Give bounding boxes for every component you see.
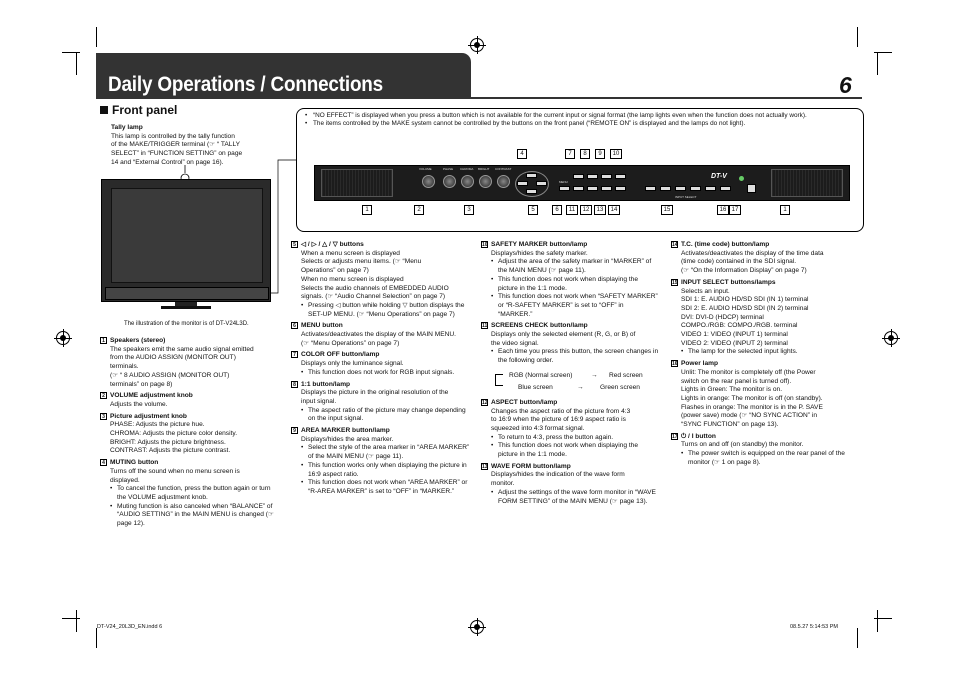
item-line: Displays/hides the safety marker. <box>491 249 588 257</box>
item-line: Activates/deactivates the display of the MAIN MENU. <box>301 331 457 339</box>
item-title <box>671 360 857 369</box>
monitor-control-panel <box>105 287 269 300</box>
callout-4: 4 <box>517 149 527 159</box>
area-marker-button[interactable] <box>601 174 612 179</box>
item-2 <box>100 392 278 409</box>
crop-mark <box>857 628 858 648</box>
item-8 <box>291 381 473 425</box>
item-title-text: Speakers (stereo) <box>110 337 166 344</box>
callout-12: 12 <box>580 205 592 215</box>
item-line: Displays only the luminance signal. <box>301 360 404 368</box>
tally-text <box>111 133 276 168</box>
callout-8: 8 <box>580 149 590 159</box>
item-line: Displays the picture in the original resolution of the <box>301 389 449 397</box>
crop-mark <box>76 610 77 632</box>
item-line: Displays/hides the indication of the wave form <box>491 471 625 479</box>
item-number: 8 <box>291 381 298 388</box>
footer-file-name: DT-V24_20L3D_EN.indd 6 <box>97 624 163 630</box>
power-lamp <box>739 176 744 181</box>
note-item: • The items controlled by the MAKE system cannot be controlled by the buttons on the front panel (“REMOTE ON” is displayed and the lamps do not light). <box>303 120 853 128</box>
item-line: Flashes in orange: The monitor is in the P. SAVE <box>681 403 823 411</box>
item-line: PHASE: Adjusts the picture hue. <box>110 421 205 429</box>
item-5 <box>291 241 473 319</box>
item-6 <box>291 322 473 348</box>
right-arrow-button[interactable] <box>536 181 547 186</box>
crop-mark <box>857 27 858 47</box>
item-number: 12 <box>482 399 488 406</box>
item-line: Lights in orange: The monitor is off (on standby). <box>681 394 823 402</box>
registration-mark-icon <box>56 331 70 345</box>
item-line: Operations” on page 7) <box>301 267 369 275</box>
item-title <box>291 427 473 436</box>
item-line: Displays only the selected element (R, G, or B) of <box>491 331 636 339</box>
tally-line: SELECT” in “FUNCTION SETTING” on page <box>111 150 243 158</box>
item-bullet: • Adjust the settings of the wave form monitor in “WAVE FORM SETTING” of the MAIN MENU (☞ page 13). <box>481 489 659 506</box>
callout-9: 9 <box>595 149 605 159</box>
callout-2: 2 <box>414 205 424 215</box>
brand-logo: DT-V <box>711 173 727 180</box>
phase-knob[interactable] <box>443 175 456 188</box>
item-number: 15 <box>672 279 678 286</box>
item-title <box>671 433 857 442</box>
column-4 <box>671 241 857 471</box>
callout-7: 7 <box>565 149 575 159</box>
item-title <box>100 413 278 422</box>
item-bullet: • To return to 4:3, press the button again. <box>481 434 659 443</box>
item-line: signals. (☞ “Audio Channel Selection” on page 7) <box>301 293 446 301</box>
cycle-green: Green screen <box>600 383 640 391</box>
item-line: terminals” on page 8) <box>110 380 173 388</box>
item-line: Lights in Green: The monitor is on. <box>681 386 783 394</box>
item-line: squeezed into 4:3 format signal. <box>491 424 585 432</box>
bright-knob[interactable] <box>479 175 492 188</box>
item-1 <box>100 337 278 389</box>
item-bullet: • This function does not work when displaying the picture in the 1:1 mode. <box>481 276 659 293</box>
item-line: Unlit: The monitor is completely off (the Power <box>681 368 816 376</box>
item-number: 3 <box>100 413 107 420</box>
item-title-text: SAFETY MARKER button/lamp <box>491 241 588 248</box>
monitor-illustration <box>101 179 271 311</box>
cycle-arrow: → <box>577 383 584 391</box>
note-item: • “NO EFFECT” is displayed when you press a button which is not available for the current input or signal format (the lamp lights even when the function does not actually work). <box>303 112 853 120</box>
item-title <box>100 459 278 468</box>
item-title-text: VOLUME adjustment knob <box>110 392 193 400</box>
item-line: (☞ “Menu Operations” on page 7) <box>301 339 400 347</box>
item-15 <box>671 279 857 357</box>
callout-1: 1 <box>362 205 372 215</box>
item-line: When no menu screen is displayed <box>301 275 404 283</box>
item-bullet: • Pressing ◁ button while holding ▽ button displays the SET-UP MENU. (☞ “Menu Operations” on page 7) <box>291 302 473 319</box>
callout-11: 11 <box>566 205 578 215</box>
item-line: (power save) mode (☞ “NO SYNC ACTION” in <box>681 412 817 420</box>
safety-marker-button[interactable] <box>615 174 626 179</box>
item-number: 11 <box>482 323 488 330</box>
item-4 <box>100 459 278 529</box>
illustration-caption: The illustration of the monitor is of DT-V24L3D. <box>124 321 249 327</box>
item-title-text: ⏻ / I button <box>681 432 716 440</box>
item-line: monitor. <box>491 480 515 488</box>
column-2 <box>291 241 473 500</box>
item-line: Adjusts the volume. <box>110 400 168 408</box>
item-title-text: INPUT SELECT buttons/lamps <box>681 278 776 286</box>
item-title <box>291 351 473 360</box>
item-title <box>671 241 857 250</box>
power-button[interactable] <box>747 184 756 193</box>
header-rule <box>96 97 862 99</box>
crop-mark <box>874 618 892 619</box>
up-arrow-button[interactable] <box>526 173 537 178</box>
monitor-base <box>161 306 211 309</box>
item-line: The speakers emit the same audio signal emitted <box>110 345 254 353</box>
title-bar <box>96 53 471 98</box>
input-select-label: INPUT SELECT <box>675 195 697 199</box>
item-line: Activates/deactivates the display of the time data <box>681 249 824 257</box>
item-title-text: MENU button <box>301 322 343 330</box>
item-number: 2 <box>100 392 107 399</box>
item-title <box>671 279 857 288</box>
section-heading <box>100 103 177 119</box>
item-number: 17 <box>672 433 678 440</box>
item-title-text: COLOR OFF button/lamp <box>301 351 380 359</box>
item-title-text: ◁ / ▷ / △ / ▽ buttons <box>301 241 364 248</box>
notes-list <box>303 112 853 129</box>
crop-mark <box>62 618 80 619</box>
item-line: Selects the audio channels of EMBEDDED AUDIO <box>301 284 449 292</box>
left-arrow-button[interactable] <box>517 181 528 186</box>
front-panel-illustration <box>314 165 850 201</box>
item-title <box>291 322 473 331</box>
down-arrow-button[interactable] <box>526 189 537 194</box>
item-title-text: Power lamp <box>681 360 719 368</box>
monitor-screen <box>111 188 263 283</box>
knob-label: PHASE <box>443 167 454 171</box>
item-11 <box>481 322 659 366</box>
chroma-knob[interactable] <box>461 175 474 188</box>
item-number: 7 <box>291 351 298 358</box>
item-title-text: AREA MARKER button/lamp <box>301 427 390 435</box>
item-number: 5 <box>291 241 298 248</box>
item-bullet: • The aspect ratio of the picture may change depending on the input signal. <box>291 407 473 424</box>
item-line: (☞ “On the Information Display” on page 7) <box>681 267 807 275</box>
item-title-text: WAVE FORM button/lamp <box>491 462 571 470</box>
item-16 <box>671 360 857 430</box>
item-bullet: • This function does not work when “AREA MARKER” or “R-AREA MARKER” is set to “OFF” in “MARKER.” <box>291 479 473 496</box>
item-number: 9 <box>291 427 298 434</box>
item-line: to 16:9 when the picture of 16:9 aspect ratio is <box>491 416 626 424</box>
item-line: Turns off the sound when no menu screen is <box>110 467 240 475</box>
item-title-text: T.C. (time code) button/lamp <box>681 241 770 248</box>
callout-17: 17 <box>729 205 741 215</box>
item-number: 16 <box>672 361 678 368</box>
input-dvi-button[interactable] <box>675 186 686 191</box>
item-number: 4 <box>100 459 107 466</box>
knob-label: CONTRAST <box>495 167 512 171</box>
input-sdi1-button[interactable] <box>645 186 656 191</box>
screen-cycle-diagram <box>491 369 659 395</box>
wave-form-button[interactable] <box>601 186 612 191</box>
input-compo-rgb-button[interactable] <box>690 186 701 191</box>
item-3 <box>100 413 278 457</box>
speaker-right <box>771 169 843 197</box>
monitor-frame <box>101 179 271 302</box>
column-1 <box>100 337 278 532</box>
item-line: input signal. <box>301 397 337 405</box>
item-number: 10 <box>482 242 488 248</box>
knob-label: VOLUME <box>419 167 432 171</box>
item-number: 14 <box>672 242 678 248</box>
section-title: Front panel <box>112 103 178 117</box>
item-bullet: • This function does not work when displaying the picture in the 1:1 mode. <box>481 442 659 459</box>
item-title <box>100 337 278 346</box>
speaker-left <box>321 169 393 197</box>
item-title <box>481 241 659 250</box>
item-line: Selects or adjusts menu items. (☞ “Menu <box>301 258 422 266</box>
item-line: from the AUDIO ASSIGN (MONITOR OUT) <box>110 354 236 362</box>
item-line: BRIGHT: Adjusts the picture brightness. <box>110 438 226 446</box>
item-9 <box>291 427 473 497</box>
item-line: (time code) contained in the SDI signal. <box>681 258 797 266</box>
item-line: Selects an input. <box>681 287 730 295</box>
callout-3: 3 <box>464 205 474 215</box>
item-bullet: • This function works only when displaying the picture in 16:9 aspect ratio. <box>291 462 473 479</box>
item-title-text: Picture adjustment knob <box>110 412 187 420</box>
item-line: COMPO./RGB: COMPO./RGB. terminal <box>681 322 798 330</box>
item-line: the video signal. <box>491 339 539 347</box>
item-line: displayed. <box>110 476 140 484</box>
callout-10: 10 <box>610 149 622 159</box>
item-17 <box>671 433 857 468</box>
menu-button[interactable] <box>559 186 570 191</box>
item-line: switch on the rear panel is turned off). <box>681 377 792 385</box>
item-title <box>481 399 659 408</box>
tally-description <box>111 124 276 168</box>
item-line: Displays/hides the area marker. <box>301 435 394 443</box>
item-line: VIDEO 1: VIDEO (INPUT 1) terminal <box>681 331 788 339</box>
item-bullet: • The lamp for the selected input lights. <box>671 348 857 357</box>
volume-knob[interactable] <box>422 175 435 188</box>
page-title: Daily Operations / Connections <box>108 73 384 96</box>
cycle-return-bracket <box>495 374 503 386</box>
item-number: 6 <box>291 322 298 329</box>
contrast-knob[interactable] <box>497 175 510 188</box>
item-line: When a menu screen is displayed <box>301 249 400 257</box>
crop-mark <box>874 52 892 53</box>
tally-line: 14 and “External Control” on page 16). <box>111 158 224 166</box>
item-line: terminals. <box>110 363 139 371</box>
item-bullet: • Each time you press this button, the screen changes in the following order. <box>481 348 659 365</box>
item-7 <box>291 351 473 377</box>
crop-mark <box>877 610 878 632</box>
item-title <box>291 381 473 390</box>
input-video2-button[interactable] <box>720 186 731 191</box>
item-bullet: • This function does not work when “SAFETY MARKER” or “R-SAFETY MARKER” is set to “OFF” in “MARKER.” <box>481 293 659 319</box>
knob-label: CHROMA <box>460 167 474 171</box>
crop-mark <box>76 53 77 75</box>
tc-button[interactable] <box>615 186 626 191</box>
item-line: “SYNC FUNCTION” on page 13). <box>681 421 779 429</box>
item-line: Changes the aspect ratio of the picture from 4:3 <box>491 407 631 415</box>
item-bullet: • Adjust the area of the safety marker in “MARKER” of the MAIN MENU (☞ page 11). <box>481 258 659 275</box>
item-line: CONTRAST: Adjusts the picture contrast. <box>110 447 231 455</box>
registration-mark-icon <box>884 331 898 345</box>
item-line: SDI 2: E. AUDIO HD/SD SDI (IN 2) terminal <box>681 304 809 312</box>
item-title-text: MUTING button <box>110 459 159 467</box>
knob-label: BRIGHT <box>478 167 490 171</box>
item-title-text: SCREENS CHECK button/lamp <box>491 322 588 330</box>
item-13 <box>481 463 659 507</box>
item-title <box>100 392 278 401</box>
column-3 <box>481 241 659 509</box>
item-line: (☞ “ 8 AUDIO ASSIGN (MONITOR OUT) <box>110 371 230 379</box>
item-title-text: 1:1 button/lamp <box>301 380 351 388</box>
item-line: Turns on and off (on standby) the monitor. <box>681 441 804 449</box>
item-title-text: ASPECT button/lamp <box>491 398 558 406</box>
crop-mark <box>877 53 878 75</box>
tally-line: This lamp is controlled by the tally function <box>111 132 235 140</box>
page-number: 6 <box>839 72 852 98</box>
item-number: 13 <box>482 463 488 470</box>
tally-line: of the MAKE/TRIGGER terminal (☞ “ TALLY <box>111 141 241 149</box>
crop-mark <box>96 27 97 47</box>
item-bullet: • This function does not work for RGB input signals. <box>291 369 473 378</box>
input-video1-button[interactable] <box>705 186 716 191</box>
item-bullet: • Muting function is also canceled when “BALANCE” of “AUDIO SETTING” in the MAIN MENU is changed (☞ page 12). <box>100 503 278 529</box>
menu-label: MENU <box>559 180 568 184</box>
cycle-blue: Blue screen <box>518 383 553 391</box>
input-sdi2-button[interactable] <box>660 186 671 191</box>
callout-5: 5 <box>528 205 538 215</box>
item-line: VIDEO 2: VIDEO (INPUT 2) terminal <box>681 339 788 347</box>
item-title <box>481 463 659 472</box>
tally-heading: Tally lamp <box>111 124 143 131</box>
item-line: CHROMA: Adjusts the picture color density. <box>110 430 238 438</box>
registration-mark-icon <box>470 38 484 52</box>
cycle-arrow: → <box>591 371 598 379</box>
callout-13: 13 <box>594 205 606 215</box>
item-title <box>291 241 473 250</box>
cycle-red: Red screen <box>609 371 643 379</box>
screens-check-button[interactable] <box>573 186 584 191</box>
callout-16: 16 <box>717 205 729 215</box>
item-bullet: • To cancel the function, press the button again or turn the VOLUME adjustment knob. <box>100 485 278 502</box>
item-10 <box>481 241 659 319</box>
callout-1-right: 1 <box>780 205 790 215</box>
color-off-button[interactable] <box>573 174 584 179</box>
one-to-one-button[interactable] <box>587 174 598 179</box>
item-bullet: • The power switch is equipped on the rear panel of the monitor (☞ 1 on page 8). <box>671 450 857 467</box>
crop-mark <box>62 52 80 53</box>
square-bullet-icon <box>100 106 108 114</box>
item-14 <box>671 241 857 276</box>
aspect-button[interactable] <box>587 186 598 191</box>
item-bullet: • Select the style of the area marker in “AREA MARKER” of the MAIN MENU (☞ page 11). <box>291 444 473 461</box>
cycle-rgb: RGB (Normal screen) <box>509 371 573 379</box>
registration-mark-icon <box>470 620 484 634</box>
callout-6: 6 <box>552 205 562 215</box>
item-12 <box>481 399 659 460</box>
callout-15: 15 <box>661 205 673 215</box>
item-title <box>481 322 659 331</box>
callout-14: 14 <box>608 205 620 215</box>
item-line: DVI: DVI-D (HDCP) terminal <box>681 313 764 321</box>
item-line: SDI 1: E. AUDIO HD/SD SDI (IN 1) terminal <box>681 296 809 304</box>
item-number: 1 <box>100 337 107 344</box>
footer-timestamp: 08.5.27 5:14:53 PM <box>790 624 839 630</box>
